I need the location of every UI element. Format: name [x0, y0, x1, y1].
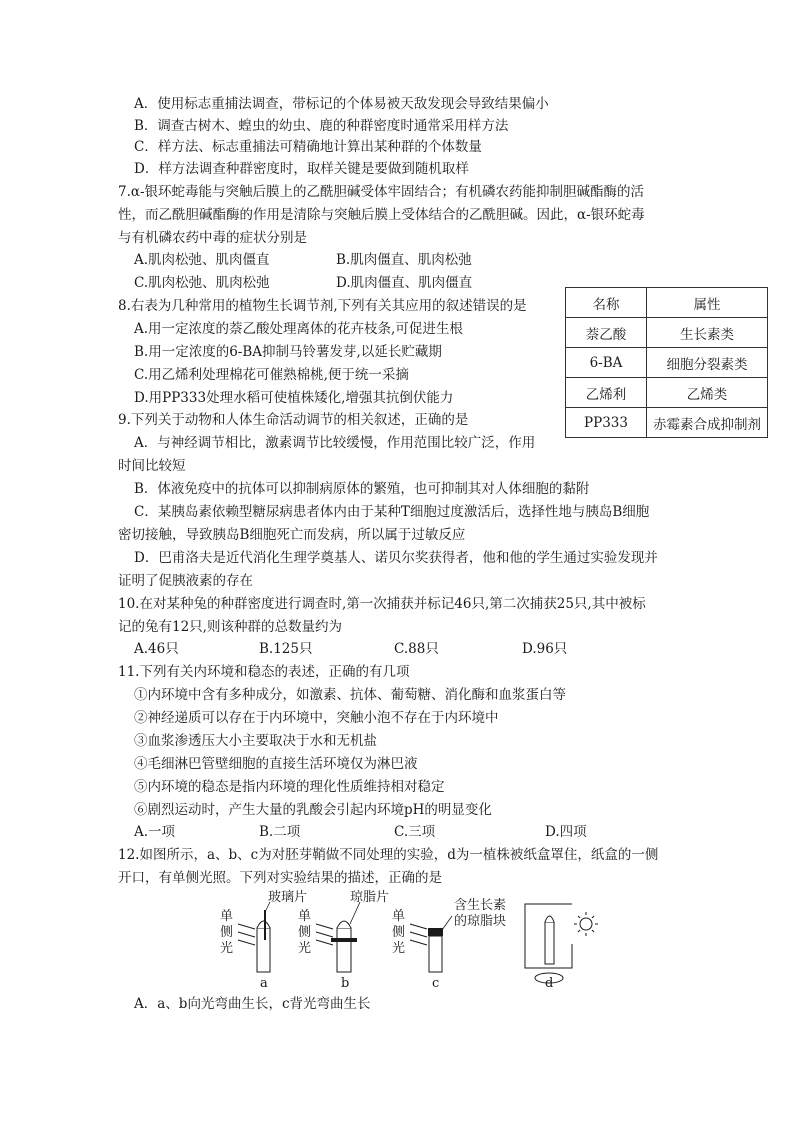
q8-option-a: A.用一定浓度的萘乙酸处理离体的花卉枝条,可促进生根 — [134, 321, 463, 337]
q11-option-c: C.三项 — [394, 824, 436, 840]
letter-c: c — [432, 976, 440, 991]
light-label-char: 单 — [220, 909, 234, 924]
experiment-b — [298, 889, 389, 991]
table-cell: 乙烯利 — [566, 378, 647, 408]
table-cell: 乙烯类 — [647, 378, 768, 408]
experiment-c — [392, 897, 506, 991]
q10-option-c: C.88只 — [394, 641, 439, 657]
glass-plate-label: 玻璃片 — [268, 890, 308, 905]
table-cell: 萘乙酸 — [566, 318, 647, 348]
light-label-char: 侧 — [298, 925, 312, 940]
regulator-table — [565, 287, 768, 438]
table-cell: 赤霉素合成抑制剂 — [647, 408, 768, 438]
table-cell: 6-BA — [566, 348, 647, 378]
q7-stem-line-1: 7.α-银环蛇毒能与突触后膜上的乙酰胆碱受体牢固结合；有机磷农药能抑制胆碱酯酶的活 — [118, 184, 645, 200]
q11-item-2: ②神经递质可以存在于内环境中，突触小泡不存在于内环境中 — [134, 710, 499, 726]
agar-plate — [331, 938, 357, 942]
table-header-name: 名称 — [566, 288, 647, 318]
q9-line-1: A．与神经调节相比，激素调节比较缓慢，作用范围比较广泛，作用 — [134, 435, 536, 451]
q12-option-a: A．a、b向光弯曲生长，c背光弯曲生长 — [134, 996, 371, 1012]
q9-stem: 9.下列关于动物和人体生命活动调节的相关叙述，正确的是 — [118, 412, 469, 428]
q11-stem: 11.下列有关内环境和稳态的表述，正确的有几项 — [118, 664, 410, 680]
q8-option-d: D.用PP333处理水稻可使植株矮化,增强其抗倒伏能力 — [134, 390, 454, 406]
light-label-char: 单 — [392, 909, 406, 924]
q10-stem-line-1: 10.在对某种兔的种群密度进行调查时,第一次捕获并标记46只,第二次捕获25只,其中被标 — [118, 596, 646, 612]
table-row — [566, 318, 768, 348]
q9-line-4: C．某胰岛素依赖型糖尿病患者体内由于某种T细胞过度激活后，选择性地与胰岛B细胞 — [134, 504, 650, 520]
q9-line-2: 时间比较短 — [118, 458, 186, 474]
sun-icon — [580, 918, 592, 930]
coleoptile-b — [337, 928, 351, 972]
table-header-attr: 属性 — [647, 288, 768, 318]
sun-rays — [574, 912, 598, 936]
letter-d: d — [545, 976, 554, 991]
q8-option-c: C.用乙烯利处理棉花可催熟棉桃,便于统一采摘 — [134, 367, 409, 383]
q11-item-6: ⑥剧烈运动时，产生大量的乳酸会引起内环境pH的明显变化 — [134, 802, 492, 818]
q12-stem-line-2: 开口，有单侧光照。下列对实验结果的描述，正确的是 — [118, 870, 442, 886]
q11-option-d: D.四项 — [545, 824, 587, 840]
q9-line-3: B．体液免疫中的抗体可以抑制病原体的繁殖，也可抑制其对人体细胞的黏附 — [134, 481, 590, 497]
q9-line-5: 密切接触，导致胰岛B细胞死亡而发病，所以属于过敏反应 — [118, 527, 466, 543]
q7-stem-line-2: 性，而乙酰胆碱酯酶的作用是清除与突触后膜上受体结合的乙酰胆碱。因此，α-银环蛇毒 — [118, 207, 645, 223]
q9-line-7: 证明了促胰液素的存在 — [118, 573, 253, 589]
experiment-a — [220, 889, 307, 991]
letter-b: b — [341, 976, 350, 991]
light-arrows — [238, 924, 255, 945]
table-row — [566, 378, 768, 408]
table-row — [566, 408, 768, 438]
light-label-char: 光 — [392, 941, 406, 956]
q10-stem-line-2: 记的兔有12只,则该种群的总数量约为 — [118, 619, 342, 635]
q10-option-a: A.46只 — [134, 641, 179, 657]
light-label-char: 光 — [298, 941, 312, 956]
q7-option-b: B.肌肉僵直、肌肉松弛 — [336, 252, 472, 268]
q6-option-d: D．样方法调查种群密度时，取样关键是要做到随机取样 — [134, 161, 469, 177]
coleoptile-c — [429, 936, 442, 972]
light-arrows — [410, 924, 427, 945]
q8-option-b: B.用一定浓度的6-BA抑制马铃薯发芽,以延长贮藏期 — [134, 344, 442, 360]
q10-option-b: B.125只 — [259, 641, 313, 657]
q11-item-1: ①内环境中含有多种成分，如激素、抗体、葡萄糖、消化酶和血浆蛋白等 — [134, 687, 566, 703]
q9-line-6: D．巴甫洛夫是近代消化生理学奠基人、诺贝尔奖获得者，他和他的学生通过实验发现并 — [134, 550, 658, 566]
q7-option-d: D.肌肉僵直、肌肉僵直 — [336, 275, 473, 291]
table-header-row — [566, 288, 768, 318]
letter-a: a — [260, 976, 268, 991]
light-label-char: 侧 — [392, 925, 406, 940]
agar-plate-label: 琼脂片 — [350, 890, 390, 905]
q6-option-b: B．调查古树木、蝗虫的幼虫、鹿的种群密度时通常采用样方法 — [134, 118, 509, 134]
auxin-block-label-1: 含生长素 — [454, 898, 507, 913]
table-cell: 生长素类 — [647, 318, 768, 348]
plant-d — [545, 922, 554, 964]
q7-stem-line-3: 与有机磷农药中毒的症状分别是 — [118, 230, 307, 246]
q6-option-a: A．使用标志重捕法调查，带标记的个体易被天敌发现会导致结果偏小 — [134, 96, 549, 112]
q12-stem-line-1: 12.如图所示，a、b、c为对胚芽鞘做不同处理的实验，d为一植株被纸盒罩住，纸盒的一侧 — [118, 847, 659, 863]
coleoptile-a — [257, 928, 270, 972]
q11-option-a: A.一项 — [134, 824, 176, 840]
q7-option-c: C.肌肉松弛、肌肉松弛 — [134, 275, 270, 291]
experiment-d — [525, 904, 598, 991]
q11-option-b: B.二项 — [259, 824, 301, 840]
q11-item-3: ③血浆渗透压大小主要取决于水和无机盐 — [134, 733, 377, 749]
q8-stem: 8.右表为几种常用的植物生长调节剂,下列有关其应用的叙述错误的是 — [118, 298, 527, 314]
q7-option-a: A.肌肉松弛、肌肉僵直 — [134, 252, 270, 268]
q11-item-4: ④毛细淋巴管壁细胞的直接生活环境仅为淋巴液 — [134, 756, 418, 772]
table-cell: PP333 — [566, 408, 647, 438]
table-row — [566, 348, 768, 378]
coleoptile-tip-a — [257, 921, 270, 928]
q6-option-c: C．样方法、标志重捕法可精确地计算出某种群的个体数量 — [134, 139, 482, 155]
light-arrows — [316, 924, 333, 945]
auxin-agar-block — [428, 928, 443, 936]
light-label-char: 侧 — [220, 925, 234, 940]
light-label-char: 单 — [298, 909, 312, 924]
light-label-char: 光 — [220, 941, 234, 956]
table-cell: 细胞分裂素类 — [647, 348, 768, 378]
coleoptile-tip-b — [337, 921, 351, 928]
q10-option-d: D.96只 — [522, 641, 568, 657]
coleoptile-experiment-figure — [200, 888, 600, 992]
auxin-block-label-2: 的琼脂块 — [454, 914, 507, 929]
q11-item-5: ⑤内环境的稳态是指内环境的理化性质维持相对稳定 — [134, 779, 445, 795]
